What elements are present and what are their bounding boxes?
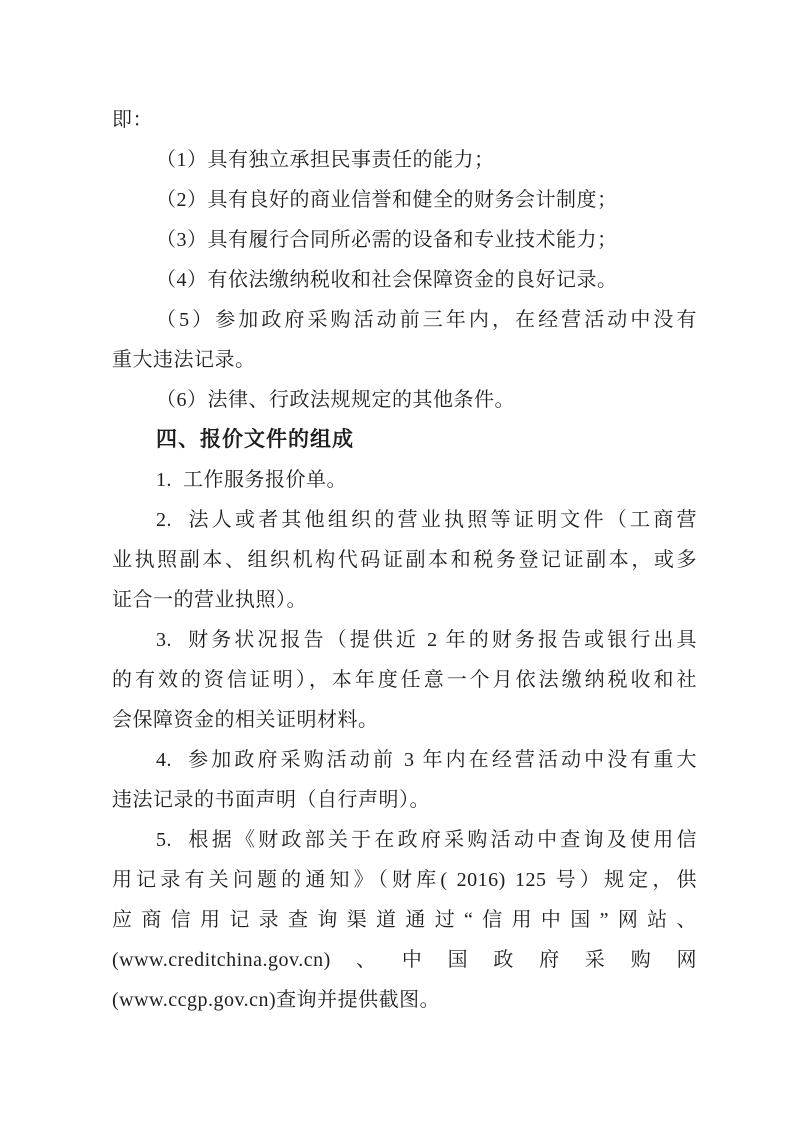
qualification-item-4: （4）有依法缴纳税收和社会保障资金的良好记录。 <box>156 269 618 291</box>
quote-doc-item-5-cont-3-creditchina-url: (www.creditchina.gov.cn)、中国政府采购网 <box>112 949 697 971</box>
qualification-item-5: （5）参加政府采购活动前三年内，在经营活动中没有 <box>156 309 697 331</box>
section-heading: 四、报价文件的组成 <box>156 428 354 451</box>
qualification-item-2: （2）具有良好的商业信誉和健全的财务会计制度； <box>156 189 618 211</box>
quote-doc-item-1: 1. 工作服务报价单。 <box>156 469 347 491</box>
quote-doc-item-5-cont-1: 用记录有关问题的通知》（财库( 2016) 125 号）规定，供 <box>112 869 697 891</box>
quote-doc-item-5-cont-2: 应商信用记录查询渠道通过“信用中国”网站、 <box>112 909 697 931</box>
quote-doc-item-2-cont-1: 业执照副本、组织机构代码证副本和税务登记证副本，或多 <box>112 549 697 571</box>
quote-doc-item-4: 4. 参加政府采购活动前 3 年内在经营活动中没有重大 <box>156 749 697 771</box>
qualification-item-3: （3）具有履行合同所必需的设备和专业技术能力； <box>156 229 618 251</box>
quote-doc-item-2: 2. 法人或者其他组织的营业执照等证明文件（工商营 <box>156 509 697 531</box>
quote-doc-item-4-cont: 违法记录的书面声明（自行声明）。 <box>112 789 430 811</box>
qualification-item-6: （6）法律、行政法规规定的其他条件。 <box>156 389 515 411</box>
qualification-item-1: （1）具有独立承担民事责任的能力； <box>156 149 495 171</box>
quote-doc-item-5-cont-4-ccgp-url: (www.ccgp.gov.cn)查询并提供截图。 <box>112 989 441 1011</box>
quote-doc-item-2-cont-2: 证合一的营业执照）。 <box>112 589 307 611</box>
quote-doc-item-3: 3. 财务状况报告（提供近 2 年的财务报告或银行出具 <box>156 629 697 651</box>
quote-doc-item-3-cont-1: 的有效的资信证明），本年度任意一个月依法缴纳税收和社 <box>112 669 697 691</box>
quote-doc-item-5: 5. 根据《财政部关于在政府采购活动中查询及使用信 <box>156 829 697 851</box>
document-body <box>112 100 697 1020</box>
qualification-item-5-cont: 重大违法记录。 <box>112 349 256 371</box>
quote-doc-item-3-cont-2: 会保障资金的相关证明材料。 <box>112 709 379 731</box>
intro-line: 即： <box>112 109 153 131</box>
